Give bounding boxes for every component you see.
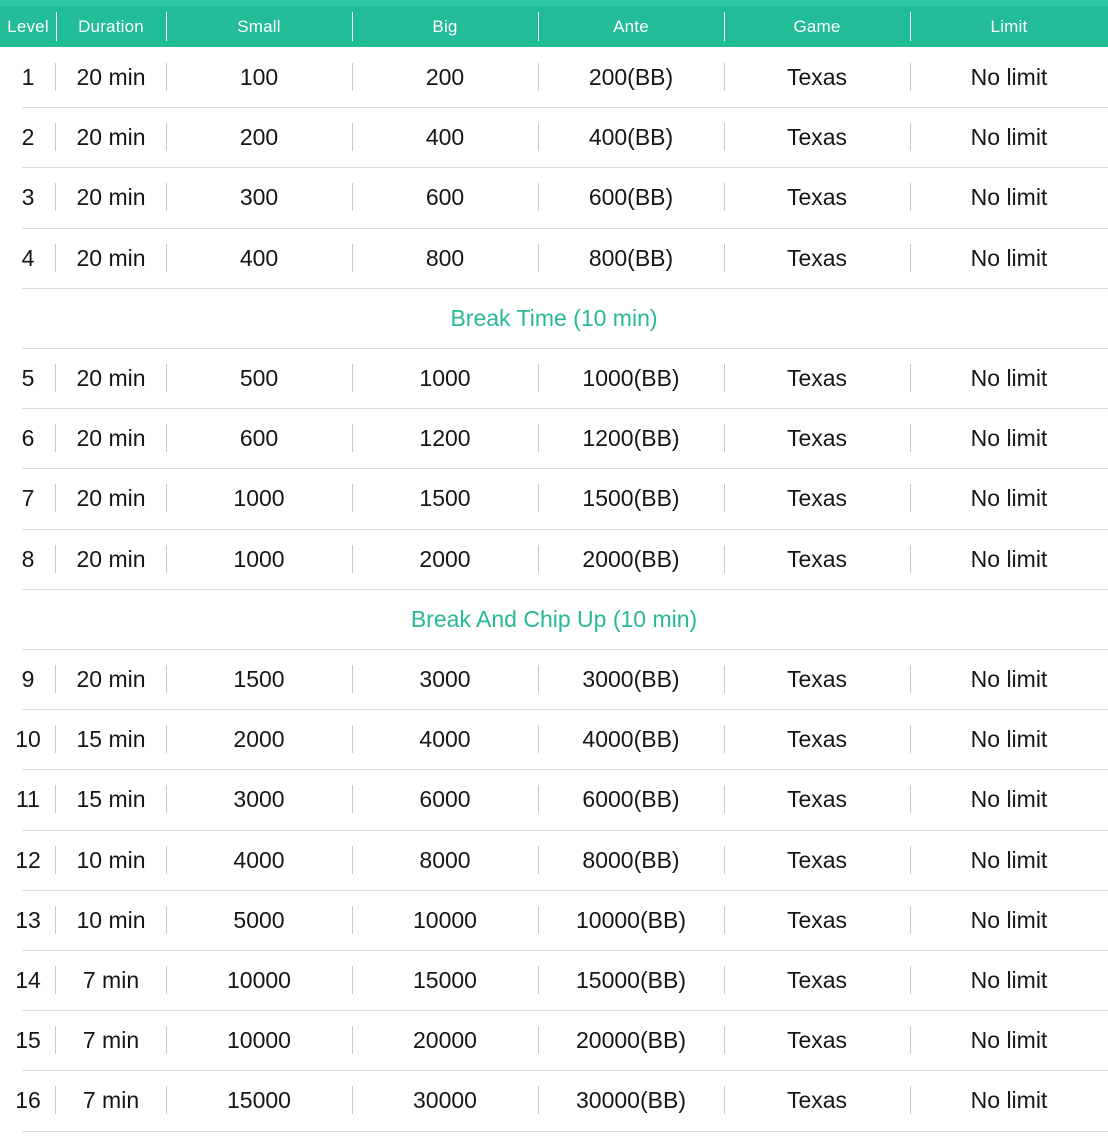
cell-game: Texas — [786, 124, 848, 151]
cell-level: 6 — [21, 425, 35, 452]
cell-duration: 7 min — [82, 1087, 140, 1114]
cell-ante: 10000(BB) — [576, 906, 686, 933]
cell-level: 14 — [15, 967, 41, 993]
cell-level: 10 — [15, 726, 41, 753]
column-divider — [538, 966, 539, 994]
cell-limit: No limit — [970, 906, 1048, 933]
cell-limit: No limit — [970, 666, 1048, 692]
cell-ante: 400(BB) — [588, 124, 674, 151]
column-divider — [538, 63, 539, 91]
cell-small-blind: 5000 — [233, 906, 285, 933]
column-divider — [55, 966, 56, 994]
column-divider — [538, 484, 539, 512]
column-divider — [724, 966, 725, 994]
column-divider — [352, 1086, 353, 1114]
column-divider — [166, 244, 167, 272]
table-row — [0, 1070, 1108, 1130]
cell-game: Texas — [786, 184, 848, 211]
cell-duration: 20 min — [76, 184, 146, 211]
column-divider — [538, 364, 539, 392]
column-divider — [352, 1026, 353, 1054]
column-divider — [352, 785, 353, 813]
cell-big-blind: 8000 — [419, 846, 471, 873]
column-divider — [538, 1026, 539, 1054]
column-divider — [910, 785, 911, 813]
header-divider — [724, 12, 725, 41]
cell-game: Texas — [786, 244, 848, 271]
column-divider — [166, 785, 167, 813]
cell-small-blind: 1000 — [233, 545, 285, 572]
column-divider — [724, 123, 725, 151]
cell-big-blind: 4000 — [419, 726, 471, 753]
cell-ante: 30000(BB) — [576, 1087, 686, 1114]
header-divider — [538, 12, 539, 41]
column-divider — [538, 846, 539, 874]
column-divider — [538, 545, 539, 573]
table-row — [0, 228, 1108, 288]
cell-level: 8 — [21, 545, 35, 572]
column-divider — [352, 906, 353, 934]
column-divider — [910, 244, 911, 272]
table-row — [0, 529, 1108, 589]
column-divider — [538, 183, 539, 211]
column-divider — [724, 364, 725, 392]
column-divider — [724, 1026, 725, 1054]
cell-big-blind: 15000 — [413, 967, 477, 993]
cell-small-blind: 3000 — [233, 786, 285, 813]
column-divider — [352, 364, 353, 392]
cell-duration: 20 min — [76, 124, 146, 151]
cell-big-blind: 1000 — [419, 365, 471, 391]
cell-small-blind: 4000 — [233, 846, 285, 873]
cell-duration: 7 min — [82, 967, 140, 993]
column-header-duration: Duration — [78, 17, 144, 36]
cell-level: 15 — [15, 1027, 41, 1054]
column-header-ante: Ante — [613, 17, 649, 36]
table-row — [0, 107, 1108, 167]
column-divider — [352, 966, 353, 994]
cell-small-blind: 10000 — [227, 967, 291, 993]
column-divider — [55, 665, 56, 693]
table-row — [0, 709, 1108, 769]
header-divider — [910, 12, 911, 41]
column-divider — [166, 484, 167, 512]
cell-game: Texas — [786, 967, 848, 993]
column-header-game: Game — [793, 17, 841, 36]
column-divider — [55, 906, 56, 934]
cell-level: 5 — [21, 365, 35, 391]
cell-small-blind: 300 — [239, 184, 279, 211]
cell-limit: No limit — [970, 124, 1048, 151]
column-divider — [166, 725, 167, 753]
column-divider — [166, 906, 167, 934]
column-divider — [352, 123, 353, 151]
break-row — [0, 589, 1108, 649]
cell-level: 2 — [21, 124, 35, 151]
cell-ante: 20000(BB) — [576, 1027, 686, 1054]
cell-big-blind: 800 — [425, 244, 465, 271]
table-row — [0, 468, 1108, 528]
table-row — [0, 649, 1108, 709]
cell-duration: 10 min — [76, 906, 146, 933]
column-divider — [910, 183, 911, 211]
table-row — [0, 348, 1108, 408]
column-divider — [538, 1086, 539, 1114]
column-divider — [352, 725, 353, 753]
column-divider — [55, 183, 56, 211]
cell-ante: 2000(BB) — [582, 545, 680, 572]
column-divider — [910, 63, 911, 91]
cell-game: Texas — [786, 786, 848, 813]
column-divider — [166, 1086, 167, 1114]
column-divider — [724, 244, 725, 272]
cell-duration: 15 min — [76, 786, 146, 813]
column-divider — [724, 545, 725, 573]
column-divider — [724, 183, 725, 211]
cell-ante: 800(BB) — [588, 244, 674, 271]
column-divider — [55, 725, 56, 753]
column-header-small-blind: Small — [237, 17, 281, 36]
cell-limit: No limit — [970, 425, 1048, 452]
cell-limit: No limit — [970, 244, 1048, 271]
column-divider — [724, 63, 725, 91]
cell-big-blind: 1200 — [419, 425, 471, 452]
cell-game: Texas — [786, 1087, 848, 1114]
cell-ante: 600(BB) — [588, 184, 674, 211]
cell-ante: 1500(BB) — [582, 485, 680, 512]
cell-game: Texas — [786, 64, 848, 90]
cell-small-blind: 1000 — [233, 485, 285, 512]
table-row — [0, 830, 1108, 890]
cell-level: 13 — [15, 906, 41, 933]
column-divider — [538, 785, 539, 813]
cell-small-blind: 200 — [239, 124, 279, 151]
cell-ante: 3000(BB) — [582, 666, 680, 692]
column-divider — [352, 424, 353, 452]
column-divider — [910, 484, 911, 512]
column-divider — [166, 123, 167, 151]
cell-big-blind: 3000 — [419, 666, 471, 692]
cell-big-blind: 400 — [425, 124, 465, 151]
column-divider — [538, 123, 539, 151]
column-header-limit: Limit — [990, 17, 1028, 36]
column-divider — [910, 665, 911, 693]
cell-ante: 1000(BB) — [582, 365, 680, 391]
cell-game: Texas — [786, 485, 848, 512]
column-divider — [166, 545, 167, 573]
column-divider — [55, 545, 56, 573]
column-divider — [538, 424, 539, 452]
column-divider — [55, 364, 56, 392]
cell-ante: 6000(BB) — [582, 786, 680, 813]
column-divider — [55, 484, 56, 512]
cell-duration: 20 min — [76, 244, 146, 271]
cell-ante: 4000(BB) — [582, 726, 680, 753]
cell-small-blind: 1500 — [233, 666, 285, 692]
cell-small-blind: 2000 — [233, 726, 285, 753]
break-row — [0, 288, 1108, 348]
table-row — [0, 408, 1108, 468]
column-divider — [55, 1026, 56, 1054]
column-divider — [724, 424, 725, 452]
column-divider — [166, 846, 167, 874]
column-header-big-blind: Big — [432, 17, 458, 36]
column-divider — [910, 725, 911, 753]
cell-level: 4 — [21, 244, 35, 271]
table-header — [0, 0, 1108, 47]
cell-big-blind: 20000 — [413, 1027, 477, 1054]
column-divider — [166, 424, 167, 452]
column-divider — [55, 846, 56, 874]
row-divider — [22, 1131, 1108, 1132]
column-divider — [55, 63, 56, 91]
cell-duration: 15 min — [76, 726, 146, 753]
column-divider — [910, 906, 911, 934]
column-divider — [352, 63, 353, 91]
column-divider — [724, 725, 725, 753]
cell-game: Texas — [786, 666, 848, 692]
column-divider — [910, 545, 911, 573]
cell-level: 3 — [21, 184, 35, 211]
cell-level: 16 — [15, 1087, 41, 1114]
column-divider — [724, 785, 725, 813]
cell-game: Texas — [786, 1027, 848, 1054]
column-divider — [166, 183, 167, 211]
column-divider — [55, 123, 56, 151]
cell-big-blind: 1500 — [419, 485, 471, 512]
cell-game: Texas — [786, 726, 848, 753]
cell-big-blind: 200 — [425, 64, 465, 90]
column-divider — [538, 906, 539, 934]
table-row — [0, 769, 1108, 829]
column-divider — [55, 244, 56, 272]
cell-level: 1 — [21, 64, 35, 90]
cell-duration: 20 min — [76, 64, 146, 90]
table-row — [0, 1010, 1108, 1070]
cell-limit: No limit — [970, 365, 1048, 391]
column-divider — [910, 1026, 911, 1054]
break-label: Break And Chip Up (10 min) — [410, 605, 698, 632]
cell-game: Texas — [786, 906, 848, 933]
break-label: Break Time (10 min) — [450, 304, 658, 331]
header-divider — [166, 12, 167, 41]
cell-level: 11 — [16, 786, 40, 813]
cell-ante: 1200(BB) — [582, 425, 680, 452]
column-divider — [55, 785, 56, 813]
column-divider — [55, 1086, 56, 1114]
column-divider — [55, 424, 56, 452]
cell-limit: No limit — [970, 545, 1048, 572]
cell-big-blind: 2000 — [419, 545, 471, 572]
column-divider — [910, 364, 911, 392]
cell-ante: 15000(BB) — [576, 967, 686, 993]
table-row — [0, 950, 1108, 1010]
cell-small-blind: 600 — [239, 425, 279, 452]
column-divider — [910, 966, 911, 994]
column-divider — [538, 665, 539, 693]
cell-limit: No limit — [970, 726, 1048, 753]
cell-duration: 20 min — [76, 425, 146, 452]
cell-duration: 10 min — [76, 846, 146, 873]
column-divider — [538, 244, 539, 272]
cell-game: Texas — [786, 545, 848, 572]
table-row — [0, 890, 1108, 950]
column-divider — [352, 545, 353, 573]
cell-game: Texas — [786, 365, 848, 391]
cell-limit: No limit — [970, 786, 1048, 813]
table-row — [0, 167, 1108, 227]
column-divider — [166, 1026, 167, 1054]
cell-duration: 20 min — [76, 485, 146, 512]
cell-limit: No limit — [970, 846, 1048, 873]
cell-small-blind: 10000 — [227, 1027, 291, 1054]
column-divider — [724, 484, 725, 512]
cell-limit: No limit — [970, 1027, 1048, 1054]
column-divider — [352, 183, 353, 211]
cell-duration: 7 min — [82, 1027, 140, 1054]
cell-big-blind: 6000 — [419, 786, 471, 813]
cell-big-blind: 600 — [425, 184, 465, 211]
column-header-level: Level — [7, 17, 49, 36]
cell-limit: No limit — [970, 64, 1048, 90]
cell-limit: No limit — [970, 485, 1048, 512]
column-divider — [910, 424, 911, 452]
cell-limit: No limit — [970, 967, 1048, 993]
cell-big-blind: 10000 — [413, 906, 477, 933]
column-divider — [910, 123, 911, 151]
column-divider — [166, 966, 167, 994]
cell-duration: 20 min — [76, 666, 146, 692]
column-divider — [166, 665, 167, 693]
column-divider — [724, 665, 725, 693]
cell-small-blind: 400 — [239, 244, 279, 271]
cell-game: Texas — [786, 425, 848, 452]
column-divider — [724, 1086, 725, 1114]
column-divider — [352, 244, 353, 272]
cell-small-blind: 100 — [239, 64, 279, 90]
column-divider — [166, 364, 167, 392]
cell-small-blind: 15000 — [227, 1087, 291, 1114]
cell-level: 9 — [21, 666, 35, 692]
cell-limit: No limit — [970, 184, 1048, 211]
column-divider — [352, 846, 353, 874]
header-divider — [56, 12, 57, 41]
column-divider — [724, 846, 725, 874]
column-divider — [910, 1086, 911, 1114]
cell-level: 7 — [21, 485, 35, 512]
cell-duration: 20 min — [76, 545, 146, 572]
cell-big-blind: 30000 — [413, 1087, 477, 1114]
cell-duration: 20 min — [76, 365, 146, 391]
cell-level: 12 — [15, 846, 41, 873]
header-divider — [352, 12, 353, 41]
cell-game: Texas — [786, 846, 848, 873]
cell-small-blind: 500 — [239, 365, 279, 391]
column-divider — [538, 725, 539, 753]
cell-limit: No limit — [970, 1087, 1048, 1114]
column-divider — [910, 846, 911, 874]
column-divider — [352, 484, 353, 512]
column-divider — [352, 665, 353, 693]
column-divider — [724, 906, 725, 934]
cell-ante: 8000(BB) — [582, 846, 680, 873]
cell-ante: 200(BB) — [588, 64, 674, 90]
column-divider — [166, 63, 167, 91]
table-row — [0, 47, 1108, 107]
